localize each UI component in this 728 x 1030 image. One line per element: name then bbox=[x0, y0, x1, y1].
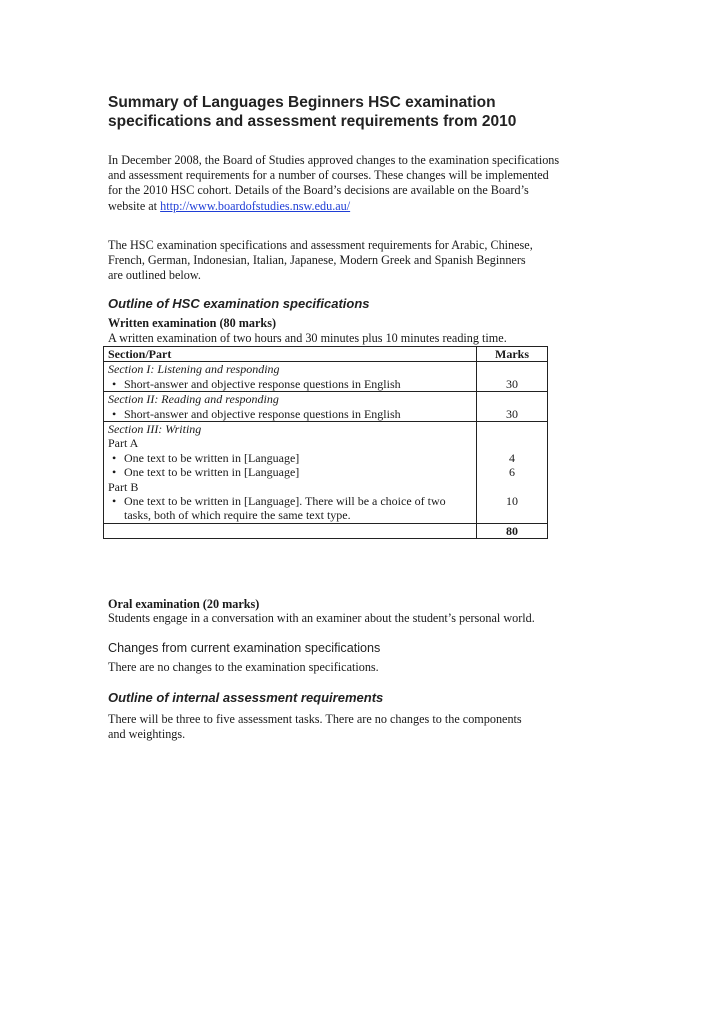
changes-heading: Changes from current examination specifications bbox=[108, 641, 381, 655]
languages-paragraph bbox=[108, 238, 533, 284]
oral-exam-description: Students engage in a conversation with an examiner about the student’s personal world. bbox=[108, 611, 535, 625]
intro-line-4 bbox=[108, 199, 559, 214]
internal-assessment-paragraph bbox=[108, 712, 522, 742]
intro-line-4-prefix: website at bbox=[108, 198, 161, 213]
internal-assessment-heading: Outline of internal assessment requirements bbox=[108, 690, 384, 705]
languages-line-2: French, German, Indonesian, Italian, Japanese, Modern Greek and Spanish Beginners bbox=[108, 253, 526, 268]
changes-description: There are no changes to the examination specifications. bbox=[108, 660, 379, 674]
document-title bbox=[108, 93, 608, 131]
table-row-section-1 bbox=[104, 362, 548, 392]
section-3-title: Section III: Writing bbox=[108, 422, 202, 437]
exam-specifications-table bbox=[103, 346, 548, 539]
table-total-row bbox=[104, 523, 548, 538]
section-2-marks: 30 bbox=[506, 406, 518, 421]
part-a-item-1: • One text to be written in [Language] bbox=[108, 451, 472, 465]
section-2-title: Section II: Reading and responding bbox=[108, 392, 279, 407]
written-exam-heading: Written examination (80 marks) bbox=[108, 316, 277, 330]
total-label-cell bbox=[104, 523, 477, 538]
intro-line-2: and assessment requirements for a number of courses. These changes will be implemented bbox=[108, 168, 549, 183]
section-2-marks-cell bbox=[477, 392, 548, 422]
section-2-cell bbox=[104, 392, 477, 422]
internal-line-2: and weightings. bbox=[108, 727, 186, 742]
intro-line-1: In December 2008, the Board of Studies approved changes to the examination specifications bbox=[108, 153, 560, 167]
languages-line-1: The HSC examination specifications and assessment requirements for Arabic, Chinese, bbox=[108, 238, 533, 252]
title-line-2: specifications and assessment requirements from 2010 bbox=[108, 113, 517, 130]
part-b-item-1-marks: 10 bbox=[506, 494, 518, 509]
intro-paragraph bbox=[108, 153, 559, 214]
section-1-marks: 30 bbox=[506, 376, 518, 391]
section-1-title: Section I: Listening and responding bbox=[108, 362, 280, 377]
board-website-link[interactable]: http://www.boardofstudies.nsw.edu.au/ bbox=[160, 198, 351, 213]
outline-exam-heading: Outline of HSC examination specifications bbox=[108, 296, 370, 311]
part-b-item-1: • One text to be written in [Language]. There will be a choice of two tasks, both of which require the same text type. bbox=[108, 494, 472, 523]
part-a-item-1-marks: 4 bbox=[509, 450, 515, 465]
section-2-item: • Short-answer and objective response questions in English bbox=[108, 407, 472, 421]
part-a-label: Part A bbox=[108, 436, 139, 451]
table-row-section-2 bbox=[104, 392, 548, 422]
part-a-item-2: • One text to be written in [Language] bbox=[108, 465, 472, 479]
table-row-section-3 bbox=[104, 422, 548, 524]
written-exam-description: A written examination of two hours and 30 minutes plus 10 minutes reading time. bbox=[108, 331, 507, 345]
section-1-item: • Short-answer and objective response questions in English bbox=[108, 377, 472, 391]
section-3-marks-cell bbox=[477, 422, 548, 524]
header-section-part: Section/Part bbox=[104, 347, 477, 362]
languages-line-3: are outlined below. bbox=[108, 268, 201, 283]
section-1-cell bbox=[104, 362, 477, 392]
header-marks: Marks bbox=[477, 347, 548, 362]
total-marks: 80 bbox=[477, 523, 548, 538]
part-b-label: Part B bbox=[108, 479, 139, 494]
part-a-item-2-marks: 6 bbox=[509, 465, 515, 480]
section-1-marks-cell bbox=[477, 362, 548, 392]
oral-exam-heading: Oral examination (20 marks) bbox=[108, 597, 260, 611]
section-3-cell bbox=[104, 422, 477, 524]
intro-line-3: for the 2010 HSC cohort. Details of the Board’s decisions are available on the Board’s bbox=[108, 183, 529, 198]
table-header-row bbox=[104, 347, 548, 362]
internal-line-1: There will be three to five assessment tasks. There are no changes to the components bbox=[108, 712, 522, 726]
title-line-1: Summary of Languages Beginners HSC examination bbox=[108, 94, 496, 111]
